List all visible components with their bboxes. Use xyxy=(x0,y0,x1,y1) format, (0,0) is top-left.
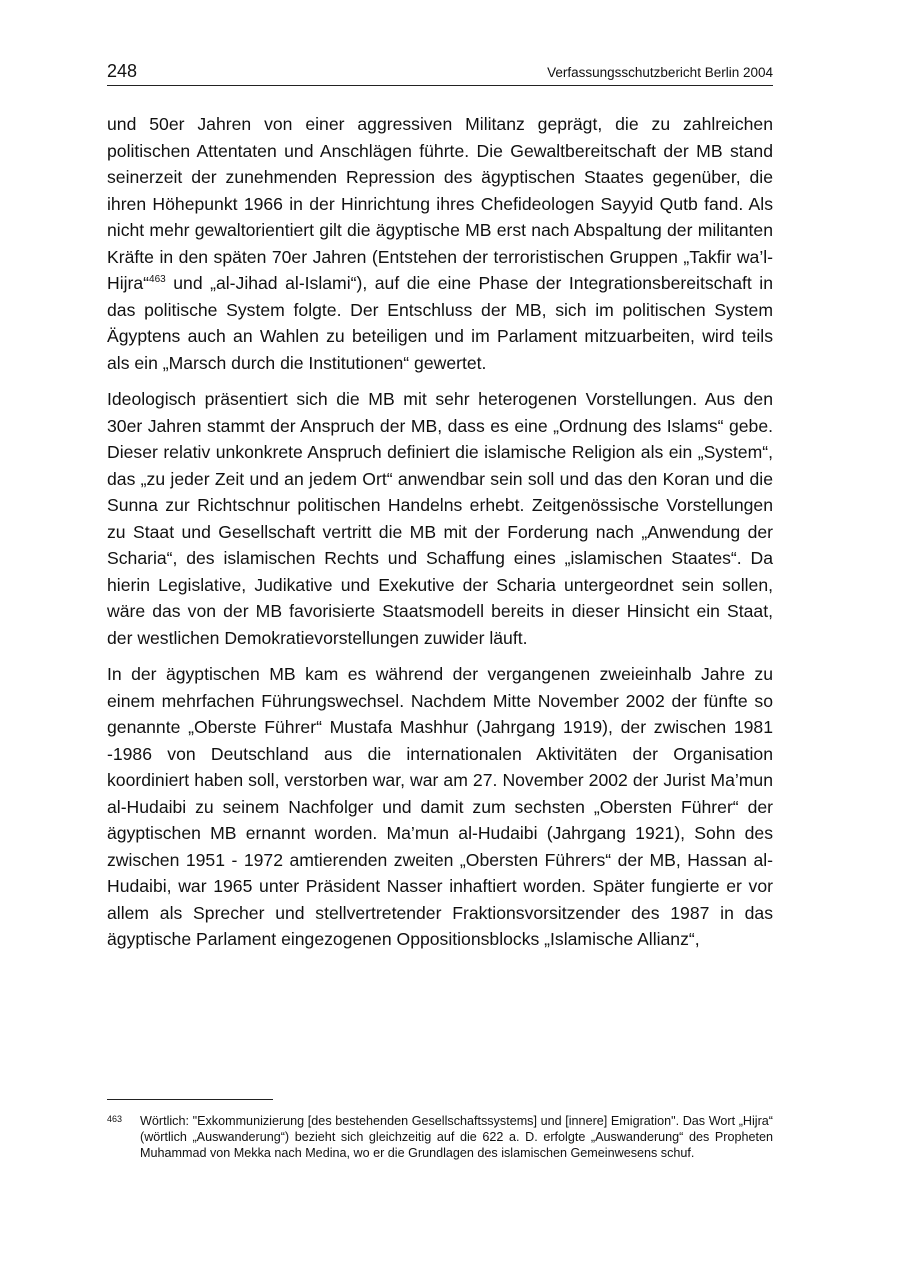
document-page xyxy=(107,60,773,963)
body-text xyxy=(107,111,773,953)
paragraph-1-text-a: und 50er Jahren von einer aggressiven Militanz geprägt, die zu zahlreichen politischen Attentaten und Anschlägen führte. Die Gewaltbereitschaft der MB stand seinerzeit der zunehmenden Repression des ägyptischen Staates gegenüber, die ihren Höhepunkt 1966 in der Hinrichtung ihres Chefideologen Sayyid Qutb fand. Als nicht mehr gewaltorientiert gilt die ägyptische MB erst nach Abspaltung der militanten Kräfte in den späten 70er Jahren (Entstehen der terroristischen Gruppen „Takfir wa’l-Hijra“ xyxy=(107,114,773,293)
paragraph-3: In der ägyptischen MB kam es während der vergangenen zweieinhalb Jahre zu einem mehrfachen Führungswechsel. Nachdem Mitte November 2002 der fünfte so genannte „Oberste Führer“ Mustafa Mashhur (Jahrgang 1919), der zwischen 1981 -1986 von Deutschland aus die internationalen Aktivitäten der Organisation koordiniert haben soll, verstorben war, war am 27. November 2002 der Jurist Ma’mun al-Hudaibi zu seinem Nachfolger und damit zum sechsten „Obersten Führer“ der ägyptischen MB ernannt worden. Ma’mun al-Hudaibi (Jahrgang 1921), Sohn des zwischen 1951 - 1972 amtierenden zweiten „Obersten Führers“ der MB, Hassan al-Hudaibi, war 1965 unter Präsident Nasser inhaftiert worden. Später fungierte er vor allem als Sprecher und stellvertretender Fraktionsvorsitzender des 1987 in das ägyptische Parlament eingezogenen Oppositionsblocks „Islamische Allianz“, xyxy=(107,664,773,949)
footnote-text: Wörtlich: "Exkommunizierung [des bestehenden Gesellschaftssystems] und [innere] Emigration". Das Wort „Hijra“ (wörtlich „Auswanderung“) bezieht sich gleichzeitig auf die 622 a. D. erfolgte „Auswanderung“ des Propheten Muhammad von Mekka nach Medina, wo er die Grundlagen des islamischen Gemeinwesens schuf. xyxy=(140,1114,773,1160)
paragraph-1 xyxy=(107,111,773,376)
page-number: 248 xyxy=(107,61,138,81)
paragraph-2: Ideologisch präsentiert sich die MB mit sehr heterogenen Vorstellungen. Aus den 30er Jahren stammt der Anspruch der MB, dass es eine „Ordnung des Islams“ gebe. Dieser relativ unkonkrete Anspruch definiert die islamische Religion als ein „System“, das „zu jeder Zeit und an jedem Ort“ anwendbar sein soll und das den Koran und die Sunna zur Richtschnur politischen Handelns erhebt. Zeitgenössische Vorstellungen zu Staat und Gesellschaft vertritt die MB mit der Forderung nach „Anwendung der Scharia“, des islamischen Rechts und Schaffung eines „islamischen Staates“. Da hierin Legislative, Judikative und Exekutive der Scharia untergeordnet sein sollen, wäre das von der MB favorisierte Staatsmodell bereits in dieser Hinsicht ein Staat, der westlichen Demokratievorstellungen zuwider läuft. xyxy=(107,389,773,648)
paragraph-1-text-b: und „al-Jihad al-Islami“), auf die eine Phase der Integrationsbereitschaft in das politische System folgte. Der Entschluss der MB, sich im politischen System Ägyptens auch an Wahlen zu beteiligen und im Parlament mitzuarbeiten, wird teils als ein „Marsch durch die Institutionen“ gewertet. xyxy=(107,273,773,373)
footnote-reference[interactable]: 463 xyxy=(149,274,166,285)
page-header xyxy=(107,60,773,86)
footnote-separator xyxy=(107,1099,273,1100)
footnote xyxy=(107,1113,773,1161)
footnote-number: 463 xyxy=(107,1114,123,1124)
running-title: Verfassungsschutzbericht Berlin 2004 xyxy=(547,65,773,80)
